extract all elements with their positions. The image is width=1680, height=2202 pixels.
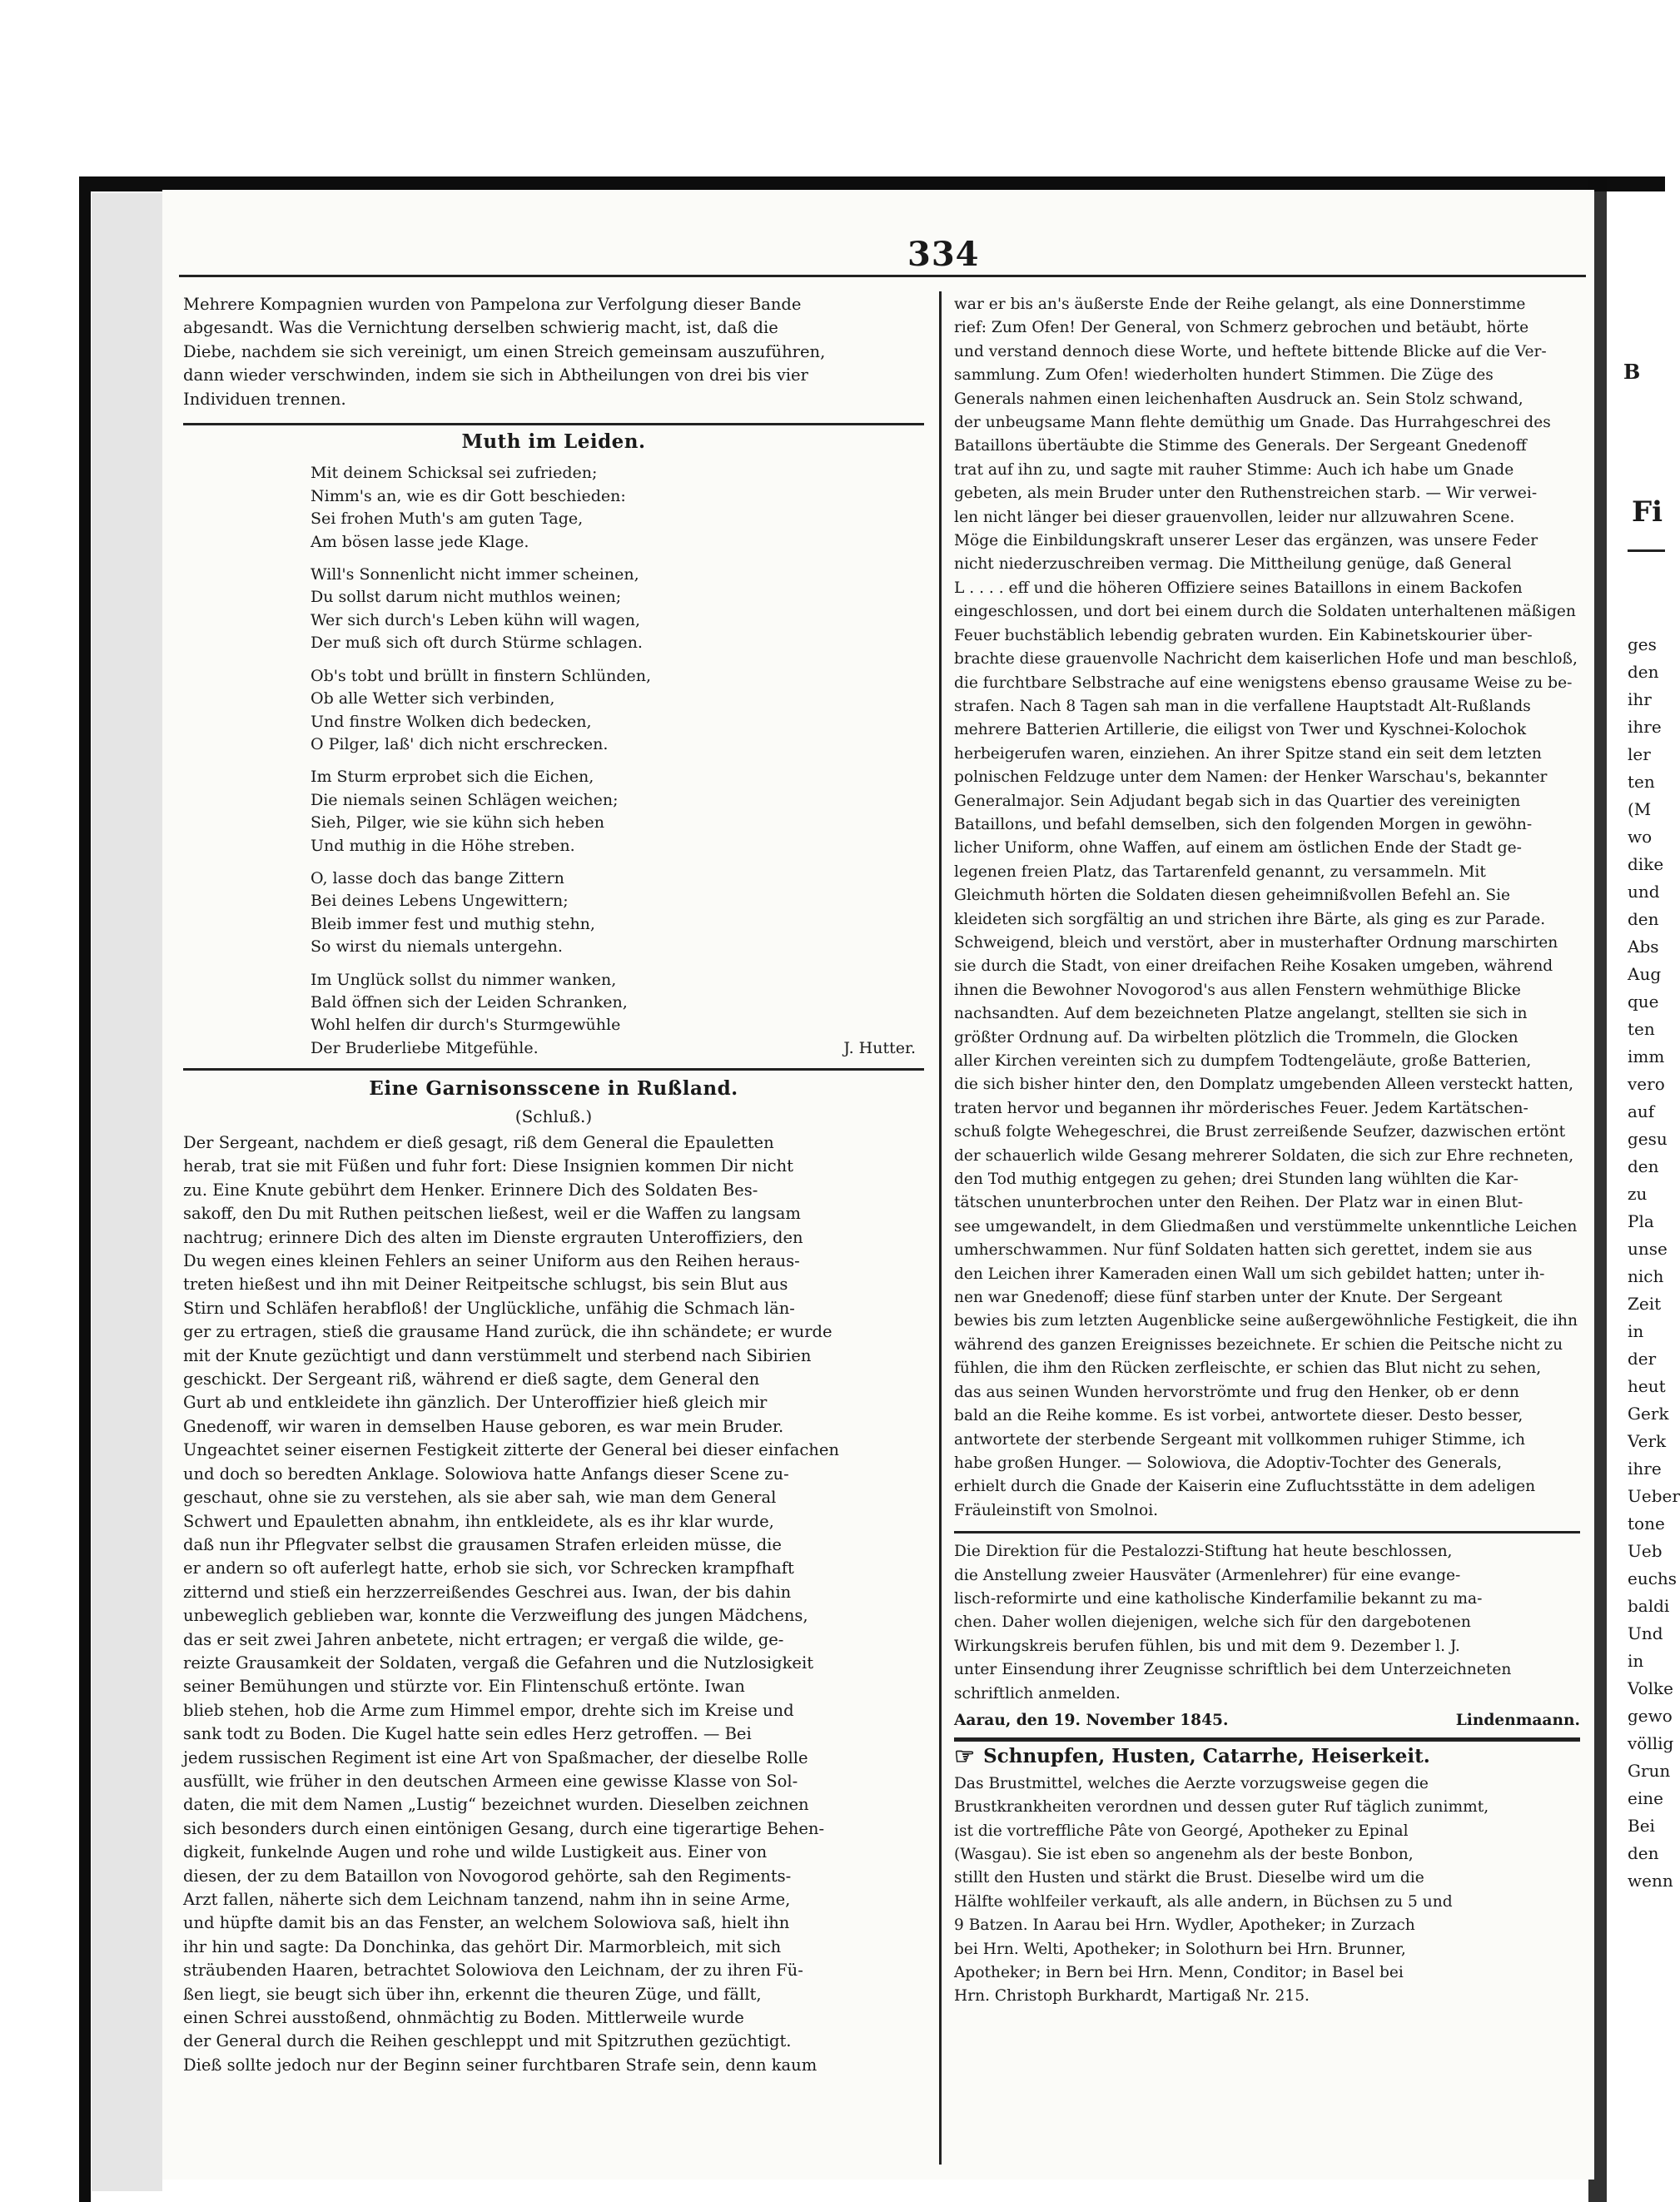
- text-line: Hrn. Christoph Burkhardt, Martigaß Nr. 215.: [954, 1987, 1310, 2006]
- text-line: Mehrere Kompagnien wurden von Pampelona zur Verfolgung dieser Bande: [183, 295, 802, 314]
- text-line: und hüpfte damit bis an das Fenster, an welchem Solowiova saß, hielt ihn: [183, 1913, 790, 1933]
- text-line: Brustkrankheiten verordnen und dessen guter Ruf täglich zunimmt,: [954, 1798, 1489, 1817]
- poem-title: Muth im Leiden.: [461, 430, 646, 454]
- fragment-word: nich: [1628, 1266, 1664, 1286]
- text-line: Generals nahmen einen leichenhaften Ausdruck an. Sein Stolz schwand,: [954, 390, 1523, 408]
- fragment-word: heut: [1628, 1376, 1666, 1396]
- fragment-word: auf: [1628, 1101, 1655, 1121]
- fragment-word: ten: [1628, 1019, 1655, 1039]
- header-rule: [179, 275, 1586, 277]
- text-line: sank todt zu Boden. Die Kugel hatte sein edles Herz getroffen. — Bei: [183, 1724, 752, 1744]
- text-line: Schwert und Epauletten abnahm, ihn entkleidete, als es ihr klar wurde,: [183, 1511, 774, 1531]
- fragment-word: und: [1628, 882, 1660, 902]
- fragment-word: Abs: [1628, 937, 1659, 957]
- poem-line: Und muthig in die Höhe streben.: [311, 836, 575, 855]
- text-line: er andern so oft auferlegt hatte, erhob sie sich, vor Schrecken krampfhaft: [183, 1558, 794, 1578]
- text-line: einen Schrei ausstoßend, ohnmächtig zu Boden. Mittlerweile wurde: [183, 2008, 744, 2028]
- text-line: während des ganzen Ereignisses bezeichnete. Er schien die Peitsche nicht zu: [954, 1335, 1563, 1354]
- right-column: [954, 293, 1580, 2009]
- fragment-word: eine: [1628, 1788, 1663, 1808]
- text-line: 9 Batzen. In Aarau bei Hrn. Wydler, Apotheker; in Zurzach: [954, 1916, 1415, 1935]
- poem-line: O, lasse doch das bange Zittern: [311, 868, 564, 887]
- fragment-word: unse: [1628, 1239, 1668, 1259]
- text-line: mit der Knute gezüchtigt und dann verstümmelt und sterbend nach Sibirien: [183, 1345, 812, 1365]
- text-line: Fräuleinstift von Smolnoi.: [954, 1501, 1159, 1519]
- text-line: der schauerlich wilde Gesang mehrerer Soldaten, die sich zur Ehre rechneten,: [954, 1146, 1574, 1165]
- fragment-word: euchs: [1628, 1568, 1678, 1588]
- text-line: digkeit, funkelnde Augen und rohe und wilde Lustigkeit aus. Einer von: [183, 1842, 768, 1862]
- text-line: Das Brustmittel, welches die Aerzte vorzugsweise gegen die: [954, 1774, 1429, 1792]
- text-line: dann wieder verschwinden, indem sie sich in Abtheilungen von drei bis vier: [183, 365, 808, 385]
- text-line: und verstand dennoch diese Worte, und heftete bittende Blicke auf die Ver-: [954, 342, 1547, 360]
- text-line: sträubenden Haaren, betrachtet Solowiova den Leichnam, der zu ihren Fü-: [183, 1961, 803, 1981]
- fragment-word: Aug: [1628, 964, 1662, 984]
- text-line: unter Einsendung ihrer Zeugnisse schriftlich bei dem Unterzeichneten: [954, 1661, 1512, 1679]
- text-line: reizte Grausamkeit der Soldaten, vergaß die Gefahren und die Nutzlosigkeit: [183, 1653, 814, 1673]
- ad-text: [954, 1772, 1580, 2009]
- fragment-word: Und: [1628, 1623, 1663, 1643]
- text-line: nachsandten. Auf dem bezeichneten Platze angelangt, stellten sie sich in: [954, 1005, 1528, 1023]
- scan-left-border: [79, 176, 91, 2202]
- text-line: strafen. Nach 8 Tagen sah man in die verfallene Hauptstadt Alt-Rußlands: [954, 697, 1531, 715]
- text-line: geschickt. Der Sergeant riß, während er dieß sagte, dem General den: [183, 1369, 760, 1389]
- text-line: brachte diese grauenvolle Nachricht dem kaiserlichen Hofe und man beschloß,: [954, 650, 1578, 669]
- story-text-right: [954, 293, 1580, 1523]
- text-line: tätschen ununterbrochen unter den Reihen. Der Platz war in einen Blut-: [954, 1194, 1523, 1212]
- text-line: Bataillons, und befahl demselben, sich den folgenden Morgen in gewöhn-: [954, 815, 1533, 833]
- text-line: ßen liegt, sie beugt sich über ihn, erkennt die theuren Züge, und fällt,: [183, 1984, 762, 2004]
- text-line: licher Uniform, ohne Waffen, auf einem am östlichen Ende der Stadt ge-: [954, 839, 1522, 857]
- story-subtitle: (Schluß.): [514, 1106, 593, 1126]
- text-line: bewies bis zum letzten Augenblicke seine außergewöhnliche Festigkeit, die ihn: [954, 1312, 1578, 1330]
- fragment-word: gewo: [1628, 1706, 1673, 1726]
- poem-stanza: [287, 766, 924, 857]
- ad-title: Schnupfen, Husten, Catarrhe, Heiserkeit.: [983, 1745, 1430, 1768]
- text-line: trat auf ihn zu, und sagte mit rauher Stimme: Auch ich habe um Gnade: [954, 460, 1514, 479]
- fragment-word: tone: [1628, 1514, 1665, 1533]
- poem-stanza: [287, 867, 924, 959]
- fragment-word: Bei: [1628, 1816, 1655, 1836]
- text-line: ihnen die Bewohner Novogorod's aus allen Fenstern wehmüthige Blicke: [954, 981, 1521, 999]
- poem-line: Bei deines Lebens Ungewittern;: [311, 892, 569, 911]
- text-line: antwortete der sterbende Sergeant mit vollkommen ruhiger Stimme, ich: [954, 1430, 1525, 1449]
- text-line: erhielt durch die Gnade der Kaiserin eine Zufluchtsstätte in dem adeligen: [954, 1478, 1536, 1496]
- text-line: herab, trat sie mit Füßen und fuhr fort: Diese Insignien kommen Dir nicht: [183, 1156, 794, 1176]
- fragment-word: völlig: [1628, 1733, 1674, 1753]
- poem-stanza: [287, 969, 924, 1061]
- poem-line: Du sollst darum nicht muthlos weinen;: [311, 588, 622, 607]
- fragment-word: Pla: [1628, 1211, 1654, 1231]
- poem-line: Sieh, Pilger, wie sie kühn sich heben: [311, 813, 604, 833]
- text-line: Feuer buchstäblich lebendig gebraten wurden. Ein Kabinetskourier über-: [954, 626, 1533, 644]
- poem-line: Und finstre Wolken dich bedecken,: [311, 712, 592, 731]
- text-line: die Anstellung zweier Hausväter (Armenlehrer) für eine evange-: [954, 1566, 1461, 1584]
- text-line: Stirn und Schläfen herabfloß! der Unglückliche, unfähig die Schmach län-: [183, 1298, 795, 1318]
- text-line: das aus seinen Wunden hervorströmte und frug den Henker, ob er denn: [954, 1383, 1519, 1401]
- page-number: 334: [907, 235, 980, 274]
- text-line: sakoff, den Du mit Ruthen peitschen ließest, weil er die Waffen zu langsam: [183, 1204, 801, 1224]
- fragment-word: Grun: [1628, 1761, 1671, 1781]
- fragment-word: wo: [1628, 827, 1653, 847]
- text-line: daten, die mit dem Namen „Lustig“ bezeichnet wurden. Dieselben zeichnen: [183, 1795, 809, 1815]
- section-rule: [183, 1068, 924, 1071]
- text-line: ist die vortreffliche Pâte von Georgé, Apotheker zu Epinal: [954, 1822, 1409, 1840]
- fragment-word: gesu: [1628, 1129, 1668, 1149]
- fragment-word: que: [1628, 992, 1659, 1012]
- text-line: der General durch die Reihen geschleppt und mit Spitzruthen gezüchtigt.: [183, 2031, 792, 2051]
- text-line: len nicht länger bei dieser grauenvollen, leider nur allzuwahren Scene.: [954, 508, 1515, 526]
- text-line: sammlung. Zum Ofen! wiederholten hundert Stimmen. Die Züge des: [954, 366, 1494, 385]
- fragment-word: den: [1628, 662, 1659, 682]
- poem-line: So wirst du niemals untergehn.: [311, 937, 563, 957]
- text-line: aller Kirchen vereinten sich zu dumpfem Todtengeläute, große Batterien,: [954, 1052, 1532, 1070]
- poem-stanza: [287, 462, 924, 554]
- text-line: rief: Zum Ofen! Der General, von Schmerz gebrochen und betäubt, hörte: [954, 319, 1529, 337]
- text-line: mehrere Batterien Artillerie, die eiligst von Twer und Kyschnei-Kolochok: [954, 721, 1527, 739]
- text-line: blieb stehen, hob die Arme zum Himmel empor, drehte sich im Kreise und: [183, 1700, 794, 1720]
- text-line: ger zu ertragen, stieß die grausame Hand zurück, die ihn schändete; er wurde: [183, 1322, 833, 1342]
- text-line: Bataillons übertäubte die Stimme des Generals. Der Sergeant Gnedenoff: [954, 437, 1527, 455]
- fragment-word: Zeit: [1628, 1294, 1662, 1314]
- poem-line: Im Sturm erprobet sich die Eichen,: [311, 768, 594, 787]
- text-line: stillt den Husten und stärkt die Brust. Dieselbe wird um die: [954, 1869, 1424, 1887]
- fragment-word: Ueber: [1628, 1486, 1680, 1506]
- text-line: gebeten, als mein Bruder unter den Ruthenstreichen starb. — Wir verwei-: [954, 485, 1538, 503]
- text-line: zu. Eine Knute gebührt dem Henker. Erinnere Dich des Soldaten Bes-: [183, 1180, 758, 1200]
- notice-pestalozzi: [954, 1540, 1580, 1706]
- text-line: ausfüllt, wie früher in den deutschen Armeen eine gewisse Klasse von Sol-: [183, 1771, 798, 1791]
- fragment-word: wenn: [1628, 1871, 1673, 1891]
- poem-stanza: [287, 564, 924, 655]
- text-line: die furchtbare Selbstrache auf eine wenigstens ebenso grausame Weise zu be-: [954, 674, 1573, 692]
- intro-paragraph: [183, 293, 924, 411]
- fragment-word: vero: [1628, 1074, 1665, 1094]
- text-line: Dieß sollte jedoch nur der Beginn seiner furchtbaren Strafe sein, denn kaum: [183, 2055, 818, 2075]
- notice-signature: Lindenmaann.: [1455, 1711, 1580, 1729]
- text-line: fühlen, die ihm den Rücken zerfleischte, er schien das Blut nicht zu sehen,: [954, 1359, 1542, 1378]
- poem-line: Am bösen lasse jede Klage.: [311, 532, 529, 551]
- fragment-word: ihr: [1628, 689, 1652, 709]
- fragment-word: Gerk: [1628, 1404, 1669, 1424]
- ad-heading: [954, 1742, 1580, 1771]
- poem-line: Bald öffnen sich der Leiden Schranken,: [311, 992, 628, 1012]
- poem-line: Sei frohen Muth's am guten Tage,: [311, 509, 584, 529]
- text-line: ihr hin und sagte: Da Donchinka, das gehört Dir. Marmorbleich, mit sich: [183, 1936, 782, 1956]
- fragment-word: ten: [1628, 772, 1655, 792]
- text-line: nachtrug; erinnere Dich des alten im Dienste ergrauten Unteroffiziers, den: [183, 1227, 803, 1247]
- text-line: den Tod muthig entgegen zu gehen; drei Stunden lang wühlten die Kar-: [954, 1171, 1518, 1189]
- text-line: treten hießest und ihn mit Deiner Reitpeitsche schlugst, bis sein Blut aus: [183, 1275, 788, 1295]
- text-line: den Leichen ihrer Kameraden einen Wall um sich gebildet hatten; unter ih-: [954, 1265, 1545, 1283]
- text-line: Möge die Einbildungskraft unserer Leser das ergänzen, was unsere Feder: [954, 532, 1538, 550]
- poem-line: Wer sich durch's Leben kühn will wagen,: [311, 610, 641, 629]
- text-line: schuß folgte Wehegeschrei, die Brust zerreißende Seufzer, dazwischen ertönt: [954, 1123, 1566, 1141]
- fragment-word: (M: [1628, 799, 1652, 819]
- text-line: seiner Bemühungen und stürzte vor. Ein Flintenschuß ertönte. Iwan: [183, 1677, 745, 1697]
- poem-line: Wohl helfen dir durch's Sturmgewühle: [311, 1016, 621, 1035]
- next-page-letter: B: [1623, 360, 1641, 384]
- text-line: Ungeachtet seiner eisernen Festigkeit zitterte der General bei dieser einfachen: [183, 1440, 839, 1460]
- section-rule: [183, 423, 924, 425]
- text-line: diesen, der zu dem Bataillon von Novogorod gehörte, sah den Regiments-: [183, 1866, 792, 1886]
- text-line: traten hervor und begannen ihr mörderisches Feuer. Jedem Kartätschen-: [954, 1099, 1528, 1117]
- text-line: unbeweglich geblieben war, konnte die Verzweiflung des jungen Mädchens,: [183, 1606, 808, 1626]
- text-line: L . . . . eff und die höheren Offiziere seines Bataillons in einem Backofen: [954, 579, 1523, 597]
- fragment-word: ihre: [1628, 717, 1662, 737]
- fragment-word: imm: [1628, 1046, 1665, 1066]
- text-line: Arzt fallen, näherte sich dem Leichnam tanzend, nahm ihn in seine Arme,: [183, 1890, 791, 1909]
- fragment-word: Verk: [1628, 1431, 1667, 1451]
- fragment-word: Volke: [1628, 1678, 1673, 1698]
- text-line: sie durch die Stadt, von einer dreifachen Reihe Kosaken umgeben, während: [954, 957, 1553, 976]
- fragment-word: zu: [1628, 1184, 1648, 1204]
- fragment-word: in: [1628, 1651, 1644, 1671]
- poem-line: Nimm's an, wie es dir Gott beschieden:: [311, 486, 626, 505]
- notice-place-date: Aarau, den 19. November 1845.: [954, 1711, 1229, 1729]
- book-edge-shadow: [92, 193, 162, 2191]
- text-line: bald an die Reihe komme. Es ist vorbei, antwortete dieser. Desto besser,: [954, 1407, 1523, 1425]
- poem: [183, 462, 924, 1060]
- text-line: lisch-reformirte und eine katholische Kinderfamilie bekannt zu ma-: [954, 1589, 1483, 1608]
- text-line: legenen freien Platz, das Tartarenfeld genannt, zu versammeln. Mit: [954, 862, 1486, 881]
- text-line: Schweigend, bleich und verstört, aber in musterhafter Ordnung marschirten: [954, 933, 1558, 952]
- poem-line: Will's Sonnenlicht nicht immer scheinen,: [311, 565, 639, 584]
- poem-line: Bleib immer fest und muthig stehn,: [311, 914, 595, 933]
- poem-line: Ob alle Wetter sich verbinden,: [311, 689, 555, 708]
- section-rule: [954, 1737, 1580, 1742]
- text-line: geschaut, ohne sie zu verstehen, als sie aber sah, wie man dem General: [183, 1488, 777, 1508]
- text-line: größter Ordnung auf. Da wirbelten plötzlich die Trommeln, die Glocken: [954, 1028, 1518, 1046]
- text-line: see umgewandelt, in dem Gliedmaßen und verstümmelte unkenntliche Leichen: [954, 1217, 1578, 1235]
- fragment-word: der: [1628, 1349, 1657, 1369]
- text-line: chen. Daher wollen diejenigen, welche sich für den dargebotenen: [954, 1613, 1471, 1632]
- text-line: Generalmajor. Sein Adjudant begab sich in das Quartier des vereinigten: [954, 792, 1521, 810]
- notice-footer: [954, 1709, 1580, 1732]
- text-line: daß nun ihr Pflegvater selbst die grausamen Strafen erleiden müsse, die: [183, 1534, 782, 1554]
- text-line: schriftlich anmelden.: [954, 1684, 1121, 1702]
- text-line: Diebe, nachdem sie sich vereinigt, um einen Streich gemeinsam auszuführen,: [183, 341, 826, 361]
- text-line: Du wegen eines kleinen Fehlers an seiner Uniform aus den Reihen heraus-: [183, 1251, 800, 1271]
- poem-line: Die niemals seinen Schlägen weichen;: [311, 790, 619, 809]
- fragment-word: den: [1628, 1156, 1659, 1176]
- fragment-word: dike: [1628, 854, 1664, 874]
- text-line: Individuen trennen.: [183, 389, 346, 409]
- story-title: Eine Garnisonsscene in Rußland.: [369, 1077, 738, 1101]
- text-line: polnischen Feldzuge unter dem Namen: der Henker Warschau's, bekannter: [954, 768, 1548, 787]
- left-column: [183, 293, 924, 2077]
- text-line: kleideten sich sorgfältig an und strichen ihre Bärte, als ging es zur Parade.: [954, 910, 1546, 928]
- text-line: eingeschlossen, und dort bei einem durch die Soldaten unterhaltenen mäßigen: [954, 603, 1576, 621]
- next-page-rule: [1628, 549, 1665, 552]
- text-line: habe großen Hunger. — Solowiova, die Adoptiv-Tochter des Generals,: [954, 1454, 1503, 1472]
- text-line: Gnedenoff, wir waren in demselben Hause geboren, es war mein Bruder.: [183, 1416, 784, 1436]
- poem-line: Ob's tobt und brüllt in finstern Schlünden,: [311, 666, 652, 685]
- poem-line: O Pilger, laß' dich nicht erschrecken.: [311, 734, 609, 753]
- text-line: Apotheker; in Bern bei Hrn. Menn, Conditor; in Basel bei: [954, 1964, 1404, 1982]
- text-line: nen war Gnedenoff; diese fünf starben unter der Knute. Der Sergeant: [954, 1289, 1503, 1307]
- text-line: abgesandt. Was die Vernichtung derselben schwierig macht, ist, daß die: [183, 318, 778, 338]
- fragment-word: ler: [1628, 744, 1651, 764]
- text-line: sich besonders durch einen eintönigen Gesang, durch eine tigerartige Behen-: [183, 1818, 825, 1838]
- text-line: bei Hrn. Welti, Apotheker; in Solothurn bei Hrn. Brunner,: [954, 1940, 1406, 1958]
- next-page-fragment: [1628, 633, 1680, 1896]
- text-line: herbeigerufen waren, einziehen. An ihrer Spitze stand ein seit dem letzten: [954, 744, 1542, 763]
- text-line: Gurt ab und entkleidete ihn gänzlich. Der Unteroffizier hieß gleich mir: [183, 1393, 768, 1413]
- poem-line: Der muß sich oft durch Stürme schlagen.: [311, 634, 643, 653]
- fragment-word: Ueb: [1628, 1541, 1663, 1561]
- text-line: Der Sergeant, nachdem er dieß gesagt, riß dem General die Epauletten: [183, 1133, 774, 1152]
- poem-last-line-with-author: [311, 1037, 924, 1060]
- section-rule: [954, 1531, 1580, 1533]
- text-line: die sich bisher hinter den, den Domplatz umgebenden Alleen versteckt hatten,: [954, 1076, 1574, 1094]
- text-line: und doch so beredten Anklage. Solowiova hatte Anfangs dieser Scene zu-: [183, 1464, 789, 1484]
- fragment-word: ihre: [1628, 1459, 1662, 1479]
- fragment-word: in: [1628, 1321, 1644, 1341]
- text-line: zitternd und stieß ein herzzerreißendes Geschrei aus. Iwan, der bis dahin: [183, 1582, 792, 1602]
- poem-stanza: [287, 665, 924, 757]
- text-line: Wirkungskreis berufen fühlen, bis und mit dem 9. Dezember l. J.: [954, 1637, 1460, 1655]
- text-line: Die Direktion für die Pestalozzi-Stiftung hat heute beschlossen,: [954, 1543, 1453, 1561]
- text-line: war er bis an's äußerste Ende der Reihe gelangt, als eine Donnerstimme: [954, 296, 1526, 313]
- next-page-heading: Fi: [1632, 495, 1663, 529]
- poem-author: J. Hutter.: [843, 1038, 916, 1057]
- text-line: Hälfte wohlfeiler verkauft, als alle andern, in Büchsen zu 5 und: [954, 1892, 1453, 1911]
- text-line: Gleichmuth hörten die Soldaten diesen geheimnißvollen Befehl an. Sie: [954, 887, 1511, 905]
- fragment-word: ges: [1628, 634, 1657, 654]
- poem-line: Der Bruderliebe Mitgefühle.: [311, 1038, 539, 1057]
- poem-line: Mit deinem Schicksal sei zufrieden;: [311, 464, 598, 483]
- text-line: der unbeugsame Mann flehte demüthig um Gnade. Das Hurrahgeschrei des: [954, 414, 1551, 432]
- pointing-hand-icon: ☞: [954, 1742, 976, 1771]
- fragment-word: baldi: [1628, 1596, 1670, 1616]
- text-line: umherschwammen. Nur fünf Soldaten hatten sich gerettet, indem sie aus: [954, 1241, 1533, 1260]
- story-text-left: [183, 1131, 924, 2077]
- text-line: jedem russischen Regiment ist eine Art von Spaßmacher, der dieselbe Rolle: [183, 1747, 808, 1767]
- text-line: nicht niederzuschreiben vermag. Die Mittheilung genüge, daß General: [954, 555, 1512, 574]
- fragment-word: den: [1628, 909, 1659, 929]
- fragment-word: den: [1628, 1843, 1659, 1863]
- text-line: (Wasgau). Sie ist eben so angenehm als der beste Bonbon,: [954, 1846, 1414, 1863]
- column-divider: [939, 291, 942, 2165]
- poem-line: Im Unglück sollst du nimmer wanken,: [311, 970, 617, 989]
- text-line: das er seit zwei Jahren anbetete, nicht ertragen; er vergaß die wilde, ge-: [183, 1629, 784, 1649]
